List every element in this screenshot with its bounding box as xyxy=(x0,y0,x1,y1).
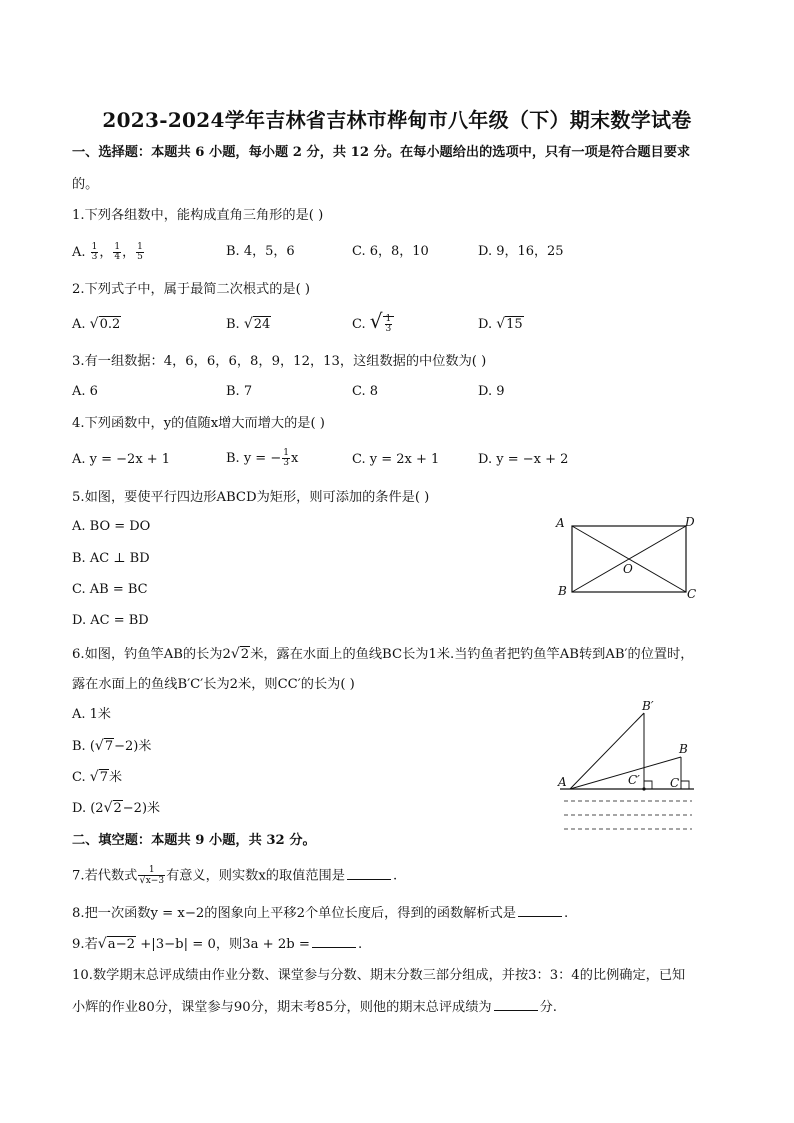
q1-option-a: A. $\frac{1}{3}$ ， $\frac{1}{4}$ ， $\frac{1}{5}$ xyxy=(72,242,143,262)
right-angle-c-prime xyxy=(644,781,652,789)
label-c: C xyxy=(670,776,680,790)
q2-a-sqrt: √0.2 xyxy=(89,316,121,332)
q3-option-c: C. 8 xyxy=(352,384,379,399)
q5-option-b: B. AC ⊥ BD xyxy=(72,551,150,566)
q1-stem: 1.下列各组数中，能构成直角三角形的是( ) xyxy=(72,208,324,223)
q10-line1: 10.数学期末总评成绩由作业分数、课堂参与分数、期末分数三部分组成，并按3：3：4的比例确定，已知 xyxy=(72,968,686,983)
fishing-rod-figure xyxy=(556,696,702,836)
q1-a-frac3: $\frac{1}{5}$ xyxy=(137,242,143,262)
q8-answer-blank[interactable] xyxy=(518,904,562,917)
right-angle-c xyxy=(681,781,689,789)
rod-ab xyxy=(570,757,681,789)
q1-option-c: C. 6，8，10 xyxy=(352,244,429,259)
q6-option-c: C. √7米 xyxy=(72,769,122,785)
q2-option-a: A. √0.2 xyxy=(72,316,121,332)
q9-line: 9.若√a−2 +|3−b| = 0，则3a + 2b = . xyxy=(72,936,363,952)
q2-option-b: B. √24 xyxy=(226,316,271,332)
q3-stem: 3.有一组数据：4，6，6，6，8，9，12，13，这组数据的中位数为( ) xyxy=(72,354,487,369)
q4-option-d: D. y = −x + 2 xyxy=(478,452,569,467)
q6-option-b: B. (√7−2)米 xyxy=(72,738,152,754)
q1-option-d: D. 9，16，25 xyxy=(478,244,564,259)
q9-answer-blank[interactable] xyxy=(312,935,356,948)
q8-line: 8.把一次函数y = x−2的图象向上平移2个单位长度后，得到的函数解析式是 . xyxy=(72,906,569,921)
section1-header-line1: 一、选择题：本题共 6 小题，每小题 2 分，共 12 分。在每小题给出的选项中，只有一项是符合题目要求 xyxy=(72,145,691,160)
q4-option-a: A. y = −2x + 1 xyxy=(72,452,171,467)
section1-header-line2: 的。 xyxy=(72,177,99,192)
q3-option-d: D. 9 xyxy=(478,384,505,399)
label-o: O xyxy=(623,562,633,576)
q1-a-frac1: $\frac{1}{3}$ xyxy=(91,242,98,262)
label-b: B xyxy=(558,584,567,598)
q4-option-b: B. y = − $\frac{1}{3}$ x xyxy=(226,448,299,468)
q1-option-b: B. 4，5，6 xyxy=(226,244,295,259)
section2-header: 二、填空题：本题共 9 小题，共 32 分。 xyxy=(72,833,316,848)
q10-line2: 小辉的作业80分，课堂参与90分，期末考85分，则他的期末总评成绩为 分. xyxy=(72,1000,557,1015)
label-a: A xyxy=(558,775,567,789)
q5-stem: 5.如图，要使平行四边形ABCD为矩形，则可添加的条件是( ) xyxy=(72,490,430,505)
q3-option-a: A. 6 xyxy=(72,384,98,399)
label-b: B xyxy=(679,742,688,756)
q4-stem: 4.下列函数中，y的值随x增大而增大的是( ) xyxy=(72,416,325,431)
label-a: A xyxy=(556,516,565,530)
q6-stem-line2: 露在水面上的鱼线B′C′长为2米，则CC′的长为( ) xyxy=(72,677,355,692)
label-d: D xyxy=(685,515,695,529)
q5-option-a: A. BO = DO xyxy=(72,519,151,534)
label-c: C xyxy=(687,587,697,601)
q6-option-d: D. (2√2−2)米 xyxy=(72,800,161,816)
page-title: 2023-2024学年吉林省吉林市桦甸市八年级（下）期末数学试卷 xyxy=(102,108,692,132)
label-c-prime: C′ xyxy=(628,773,640,787)
q7-line: 7.若代数式 $\frac{1}{√x-3}$ 有意义，则实数x的取值范围是 . xyxy=(72,865,398,886)
q2-option-d: D. √15 xyxy=(478,316,523,332)
q4-option-c: C. y = 2x + 1 xyxy=(352,452,440,467)
q2-stem: 2.下列式子中，属于最简二次根式的是( ) xyxy=(72,282,311,297)
q1-a-frac2: $\frac{1}{4}$ xyxy=(114,242,121,262)
q2-d-sqrt: √15 xyxy=(496,316,523,332)
q6-option-a: A. 1米 xyxy=(72,707,111,722)
q2-option-c: C. √ $\frac{1}{3}$ xyxy=(352,312,394,334)
q3-option-b: B. 7 xyxy=(226,384,253,399)
q2-b-sqrt: √24 xyxy=(243,316,271,332)
q7-answer-blank[interactable] xyxy=(347,867,391,880)
point-c-prime xyxy=(642,787,645,790)
q2-c-sqrt: √ $\frac{1}{3}$ xyxy=(370,312,394,334)
q10-answer-blank[interactable] xyxy=(494,998,538,1011)
q5-option-c: C. AB = BC xyxy=(72,582,148,597)
q1-a-prefix: A. xyxy=(72,245,86,260)
q6-stem-line1: 6.如图，钓鱼竿AB的长为2√2米，露在水面上的鱼线BC长为1米.当钓鱼者把钓鱼竿AB转到AB′的位置时， xyxy=(72,646,694,662)
label-b-prime: B′ xyxy=(642,699,654,713)
q5-option-d: D. AC = BD xyxy=(72,613,149,628)
rectangle-figure xyxy=(552,512,702,604)
